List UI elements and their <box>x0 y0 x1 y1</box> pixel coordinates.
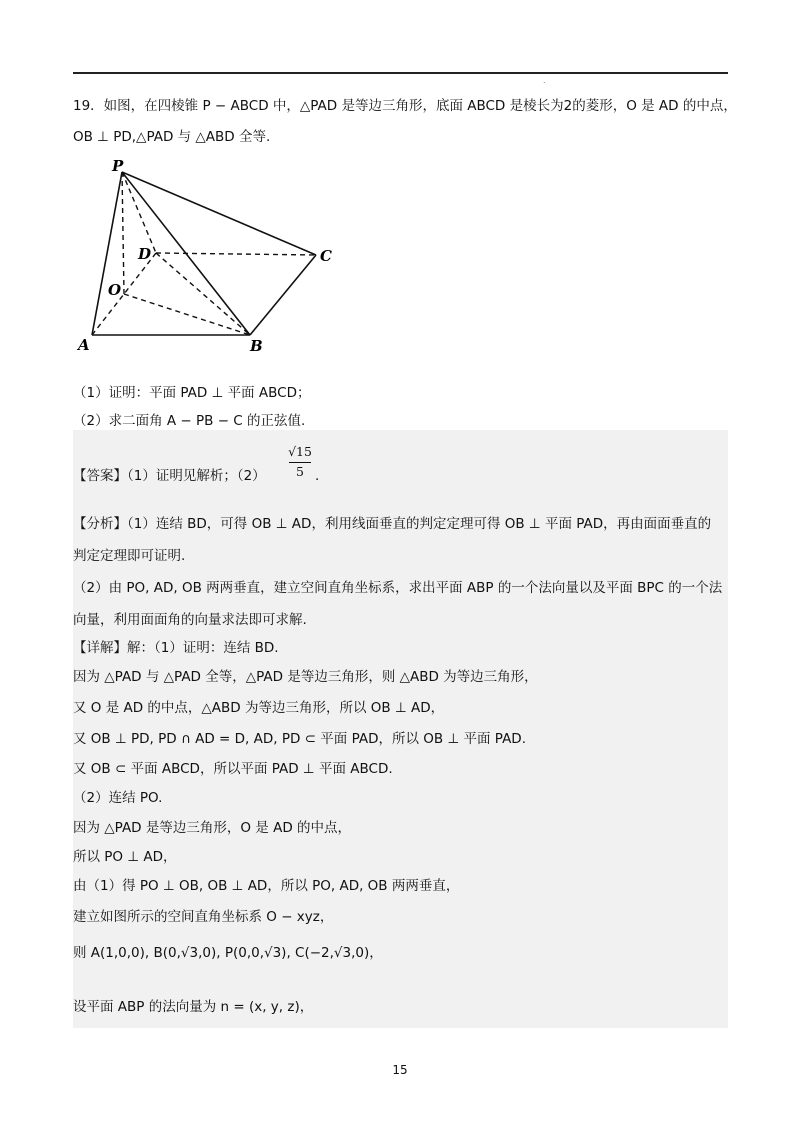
label-B: B <box>250 337 263 355</box>
answer-suffix: . <box>315 468 320 484</box>
answer-fraction <box>287 444 313 484</box>
problem-line-1: 19．如图，在四棱锥 P − ABCD 中，△PAD 是等边三角形，底面 ABCD 是棱长为2的菱形，O 是 AD 的中点， <box>73 98 737 114</box>
detail-line-3: 又 O 是 AD 的中点，△ABD 为等边三角形，所以 OB ⊥ AD， <box>73 700 445 716</box>
label-O: O <box>108 281 122 299</box>
fraction-denominator: 5 <box>296 464 304 479</box>
detail-line-12: 设平面 ABP 的法向量为 n = (x, y, z)， <box>73 999 314 1015</box>
analysis-line-2: 判定定理即可证明. <box>73 548 186 564</box>
edge-DC <box>156 253 316 255</box>
edge-OB <box>124 294 250 335</box>
answer-line <box>73 466 266 486</box>
label-C: C <box>320 247 332 265</box>
detail-line-2: 因为 △PAD 与 △PAD 全等，△PAD 是等边三角形，则 △ABD 为等边三角形， <box>73 669 538 685</box>
detail-line-11: 则 A(1,0,0), B(0,√3,0), P(0,0,√3), C(−2,√3,0)， <box>73 945 383 961</box>
fraction-bar <box>289 462 311 463</box>
analysis-line-1: 【分析】（1）连结 BD，可得 OB ⊥ AD，利用线面垂直的判定定理可得 OB ⊥ 平面 PAD，再由面面垂直的 <box>73 516 712 532</box>
detail-line-9: 由（1）得 PO ⊥ OB, OB ⊥ AD，所以 PO, AD, OB 两两垂直， <box>73 878 460 894</box>
edge-BC <box>250 255 316 335</box>
label-A: A <box>78 336 90 354</box>
fraction-numerator: √15 <box>288 444 312 459</box>
detail-line-5: 又 OB ⊂ 平面 ABCD，所以平面 PAD ⊥ 平面 ABCD. <box>73 761 393 777</box>
detail-line-4: 又 OB ⊥ PD, PD ∩ AD = D, AD, PD ⊂ 平面 PAD，所以 OB ⊥ 平面 PAD. <box>73 731 526 747</box>
pyramid-diagram <box>70 155 350 360</box>
analysis-line-4: 向量，利用面面角的向量求法即可求解. <box>73 612 307 628</box>
analysis-line-3: （2）由 PO, AD, OB 两两垂直，建立空间直角坐标系，求出平面 ABP 的一个法向量以及平面 BPC 的一个法 <box>73 580 723 596</box>
page-number: 15 <box>392 1063 408 1077</box>
question-2: （2）求二面角 A − PB − C 的正弦值. <box>73 413 306 429</box>
detail-line-1: 【详解】解：（1）证明：连结 BD. <box>73 640 279 656</box>
edge-DB <box>156 253 250 335</box>
problem-line-2: OB ⊥ PD,△PAD 与 △ABD 全等. <box>73 129 271 145</box>
detail-line-7: 因为 △PAD 是等边三角形，O 是 AD 的中点， <box>73 820 352 836</box>
label-D: D <box>138 245 152 263</box>
question-1: （1）证明：平面 PAD ⊥ 平面 ABCD； <box>73 385 311 401</box>
detail-line-6: （2）连结 PO. <box>73 790 163 806</box>
label-P: P <box>112 157 124 175</box>
header-mark: . <box>543 76 546 85</box>
edge-PO <box>122 172 124 294</box>
answer-prefix: 【答案】（1）证明见解析；（2） <box>73 468 266 484</box>
header-rule <box>73 72 728 74</box>
edge-PA <box>92 172 122 335</box>
detail-line-10: 建立如图所示的空间直角坐标系 O − xyz， <box>73 909 334 925</box>
pyramid-figure <box>70 155 350 360</box>
detail-line-8: 所以 PO ⊥ AD， <box>73 849 177 865</box>
